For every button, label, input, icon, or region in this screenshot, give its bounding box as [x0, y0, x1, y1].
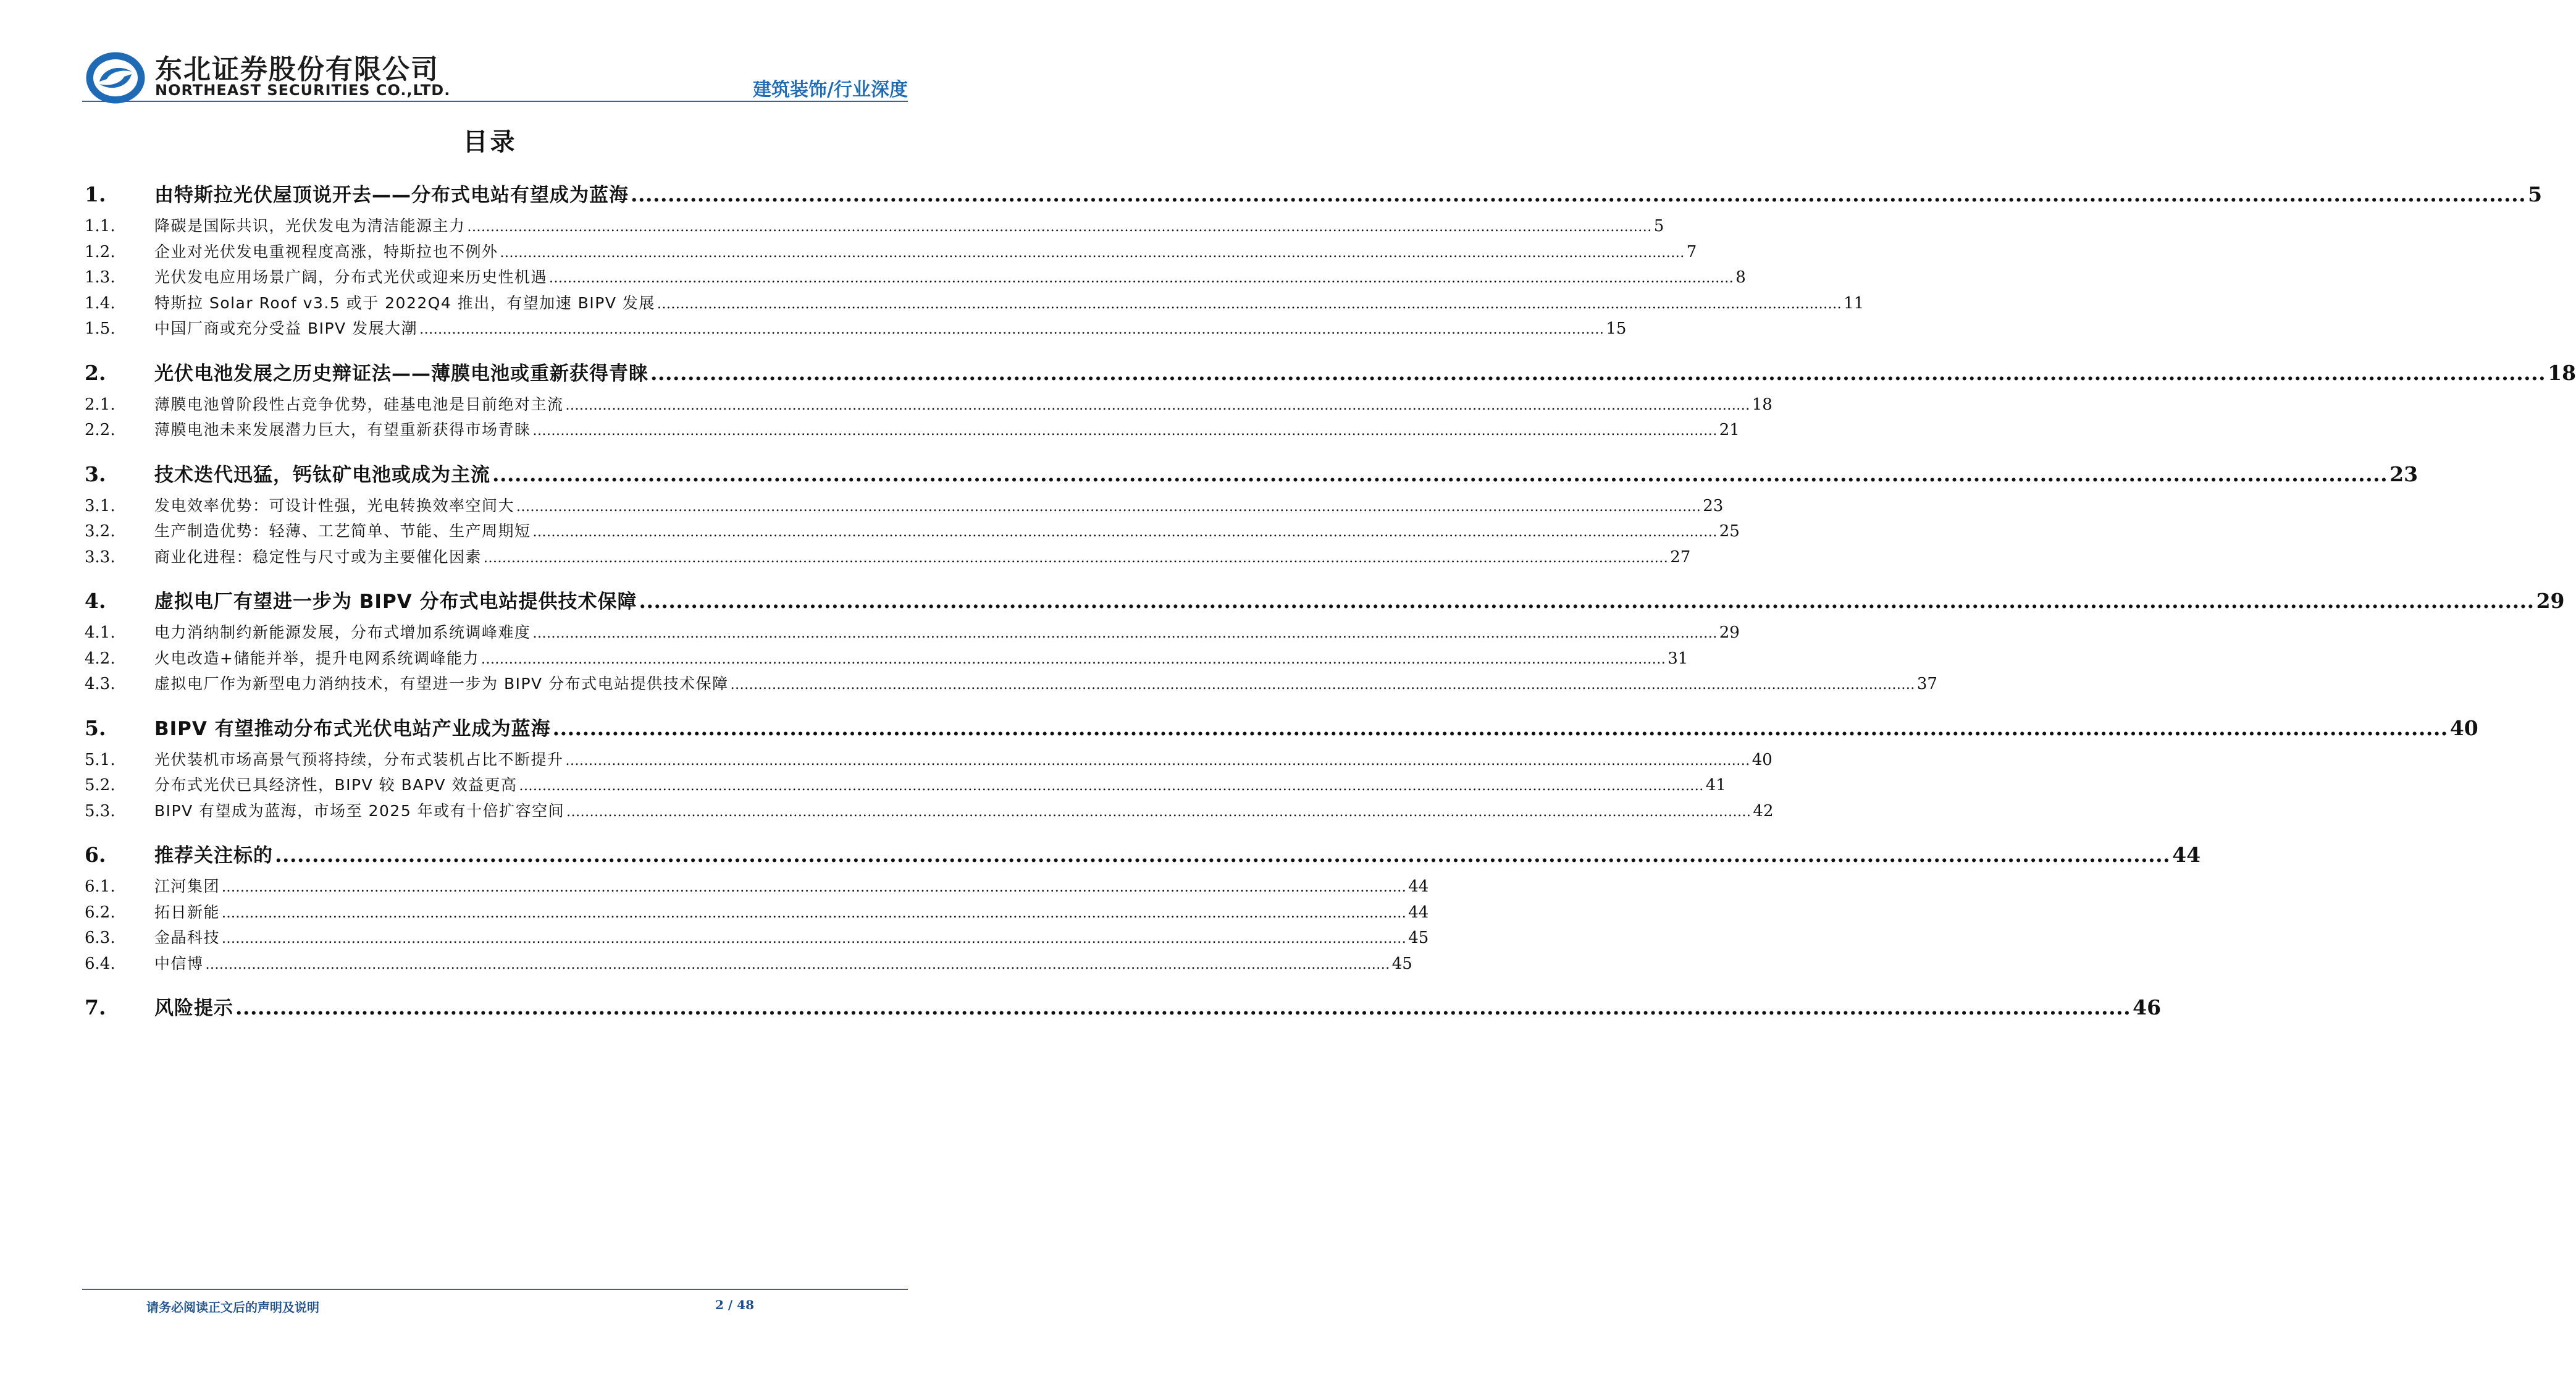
header-divider — [82, 101, 908, 102]
toc-entry-page-number: 5 — [1653, 217, 1664, 235]
toc-subsection-entry[interactable] — [85, 392, 1773, 418]
toc-entry-page-number: 42 — [1753, 801, 1774, 820]
toc-entry-title: 推荐关注标的 — [154, 845, 273, 867]
toc-dot-leader — [639, 582, 2534, 620]
toc-dot-leader — [553, 709, 2448, 747]
footer-disclaimer-note: 请务必阅读正文后的声明及说明 — [146, 1300, 319, 1315]
page-header — [82, 43, 908, 105]
toc-entry-number: 2.1. — [85, 395, 115, 414]
toc-entry-title: 降碳是国际共识，光伏发电为清洁能源主力 — [154, 217, 466, 235]
toc-entry-title: 光伏电池发展之历史辩证法——薄膜电池或重新获得青睐 — [154, 362, 648, 385]
toc-entry-number: 5.2. — [85, 776, 115, 795]
toc-dot-leader — [650, 354, 2546, 392]
toc-entry-title: BIPV 有望推动分布式光伏电站产业成为蓝海 — [154, 717, 551, 740]
toc-entry-number: 3.1. — [85, 496, 115, 515]
toc-entry-title: 江河集团 — [154, 877, 220, 895]
toc-subsection-entry[interactable] — [85, 874, 1429, 900]
toc-subsection-entry[interactable] — [85, 798, 1774, 824]
toc-entry-title: 由特斯拉光伏屋顶说开去——分布式电站有望成为蓝海 — [154, 184, 629, 206]
toc-subsection-entry[interactable] — [85, 620, 1740, 646]
toc-dot-leader — [566, 393, 1750, 419]
toc-entry-number: 2.2. — [85, 421, 115, 439]
toc-dot-leader — [657, 292, 1842, 318]
toc-entry-number: 1. — [85, 182, 106, 206]
toc-subsection-entry[interactable] — [85, 316, 1627, 342]
toc-dot-leader — [468, 214, 1652, 240]
toc-entry-number: 2. — [85, 360, 106, 385]
toc-entry-page-number: 44 — [1408, 903, 1429, 922]
toc-entry-page-number: 8 — [1735, 268, 1746, 287]
toc-entry-number: 4.2. — [85, 649, 115, 668]
toc-entry-title: 风险提示 — [154, 997, 233, 1019]
toc-subsection-entry[interactable] — [85, 747, 1773, 773]
toc-section-entry[interactable] — [85, 989, 2162, 1026]
toc-entry-page-number: 40 — [2449, 715, 2478, 740]
toc-entry-page-number: 25 — [1719, 522, 1740, 541]
toc-entry-title: 光伏发电应用场景广阔，分布式光伏或迎来历史性机遇 — [154, 268, 548, 286]
toc-entry-page-number: 18 — [2548, 360, 2576, 385]
toc-entry-page-number: 29 — [2536, 589, 2565, 613]
toc-dot-leader — [549, 266, 1734, 292]
toc-dot-leader — [500, 240, 1685, 266]
company-name-en: NORTHEAST SECURITIES CO.,LTD. — [155, 82, 451, 99]
toc-subsection-entry[interactable] — [85, 544, 1691, 570]
toc-entry-title: 火电改造+储能并举，提升电网系统调峰能力 — [154, 649, 479, 667]
toc-entry-number: 4. — [85, 589, 106, 613]
toc-entry-page-number: 45 — [1391, 954, 1412, 973]
report-category-tag: 建筑装饰/行业深度 — [753, 79, 908, 101]
toc-entry-page-number: 18 — [1752, 395, 1773, 414]
toc-section-entry[interactable] — [85, 709, 2478, 747]
toc-subsection-entry[interactable] — [85, 951, 1412, 977]
toc-subsection-entry[interactable] — [85, 417, 1740, 443]
toc-entry-title: 光伏装机市场高景气预将持续，分布式装机占比不断提升 — [154, 750, 564, 769]
toc-entry-number: 5.1. — [85, 750, 115, 769]
table-of-contents — [85, 175, 2576, 1026]
toc-entry-number: 6.4. — [85, 954, 115, 973]
toc-entry-page-number: 11 — [1844, 293, 1865, 313]
toc-entry-title: 中国厂商或充分受益 BIPV 发展大潮 — [154, 319, 418, 337]
toc-subsection-entry[interactable] — [85, 493, 1724, 519]
toc-entry-number: 6.1. — [85, 877, 115, 896]
toc-subsection-entry[interactable] — [85, 646, 1689, 672]
toc-entry-title: 特斯拉 Solar Roof v3.5 或于 2022Q4 推出，有望加速 BIPV 发展 — [154, 293, 655, 312]
toc-dot-leader — [481, 647, 1666, 673]
toc-entry-page-number: 37 — [1916, 675, 1937, 693]
toc-dot-leader — [492, 455, 2388, 493]
toc-subsection-entry[interactable] — [85, 671, 1937, 697]
toc-entry-number: 6. — [85, 843, 106, 867]
toc-dot-leader — [519, 774, 1703, 799]
toc-entry-page-number: 44 — [2172, 843, 2201, 867]
toc-dot-leader — [631, 175, 2526, 213]
toc-dot-leader — [516, 494, 1701, 520]
toc-entry-title: 技术迭代迅猛，钙钛矿电池或成为主流 — [154, 463, 490, 486]
toc-dot-leader — [533, 418, 1718, 444]
toc-entry-title: 薄膜电池未来发展潜力巨大，有望重新获得市场青睐 — [154, 421, 531, 439]
toc-entry-title: 企业对光伏发电重视程度高涨，特斯拉也不例外 — [154, 242, 498, 261]
toc-subsection-entry[interactable] — [85, 239, 1697, 265]
toc-entry-number: 3.2. — [85, 522, 115, 541]
toc-dot-leader — [206, 952, 1390, 978]
toc-entry-page-number: 5 — [2528, 182, 2543, 206]
toc-entry-title: 薄膜电池曾阶段性占竞争优势，硅基电池是目前绝对主流 — [154, 395, 564, 413]
toc-entry-page-number: 7 — [1686, 242, 1697, 261]
toc-entry-number: 1.2. — [85, 242, 115, 261]
company-name-cn: 东北证券股份有限公司 — [155, 54, 439, 85]
toc-entry-page-number: 21 — [1719, 421, 1740, 439]
footer-page-number: 2 / 48 — [715, 1297, 754, 1312]
toc-entry-number: 1.4. — [85, 293, 115, 313]
toc-entry-title: 分布式光伏已具经济性，BIPV 较 BAPV 效益更高 — [154, 776, 518, 794]
toc-entry-number: 5.3. — [85, 801, 115, 820]
toc-entry-title: 发电效率优势：可设计性强，光电转换效率空间大 — [154, 496, 515, 515]
toc-entry-number: 6.3. — [85, 929, 115, 947]
toc-dot-leader — [731, 672, 1915, 698]
toc-subsection-entry[interactable] — [85, 772, 1726, 798]
toc-entry-number: 1.1. — [85, 217, 115, 235]
toc-dot-leader — [222, 875, 1406, 901]
toc-subsection-entry[interactable] — [85, 264, 1746, 290]
toc-subsection-entry[interactable] — [85, 518, 1740, 544]
toc-entry-number: 5. — [85, 715, 106, 740]
toc-entry-page-number: 23 — [2389, 462, 2419, 486]
toc-dot-leader — [235, 989, 2131, 1026]
toc-entry-page-number: 46 — [2133, 995, 2162, 1019]
toc-section-entry[interactable] — [85, 836, 2201, 874]
toc-dot-leader — [275, 836, 2170, 874]
toc-dot-leader — [566, 748, 1750, 774]
toc-dot-leader — [222, 926, 1406, 952]
toc-dot-leader — [566, 799, 1751, 825]
toc-entry-number: 4.3. — [85, 675, 115, 693]
toc-entry-title: 商业化进程：稳定性与尺寸或为主要催化因素 — [154, 547, 482, 566]
toc-entry-number: 1.5. — [85, 319, 115, 338]
toc-dot-leader — [222, 901, 1406, 927]
toc-dot-leader — [419, 317, 1604, 343]
toc-entry-page-number: 44 — [1408, 877, 1429, 896]
toc-subsection-entry[interactable] — [85, 900, 1429, 925]
toc-entry-number: 6.2. — [85, 903, 115, 922]
northeast-securities-logo-icon — [85, 47, 146, 109]
toc-entry-title: 金晶科技 — [154, 929, 220, 946]
toc-entry-number: 7. — [85, 995, 106, 1019]
toc-entry-page-number: 41 — [1705, 776, 1726, 795]
toc-entry-title: 虚拟电厂作为新型电力消纳技术，有望进一步为 BIPV 分布式电站提供技术保障 — [154, 675, 729, 693]
toc-entry-title: 虚拟电厂有望进一步为 BIPV 分布式电站提供技术保障 — [154, 591, 637, 613]
footer-divider — [82, 1289, 908, 1290]
toc-dot-leader — [533, 520, 1718, 546]
toc-entry-number: 1.3. — [85, 268, 115, 287]
toc-entry-title: BIPV 有望成为蓝海，市场至 2025 年或有十倍扩容空间 — [154, 801, 565, 820]
toc-entry-number: 4.1. — [85, 623, 115, 642]
toc-entry-page-number: 31 — [1668, 649, 1689, 668]
toc-section-entry[interactable] — [85, 455, 2419, 493]
toc-entry-title: 电力消纳制约新能源发展，分布式增加系统调峰难度 — [154, 623, 531, 641]
toc-entry-page-number: 40 — [1752, 750, 1773, 769]
toc-entry-title: 生产制造优势：轻薄、工艺简单、节能、生产周期短 — [154, 522, 531, 540]
toc-subsection-entry[interactable] — [85, 925, 1429, 951]
toc-entry-page-number: 15 — [1606, 319, 1627, 338]
toc-dot-leader — [484, 546, 1668, 571]
toc-dot-leader — [533, 621, 1718, 647]
toc-section-entry[interactable] — [85, 175, 2543, 213]
toc-entry-page-number: 27 — [1670, 547, 1691, 567]
page-title: 目录 — [463, 128, 518, 156]
toc-entry-number: 3. — [85, 462, 106, 486]
toc-entry-page-number: 45 — [1408, 929, 1429, 947]
toc-entry-title: 拓日新能 — [154, 903, 220, 921]
toc-subsection-entry[interactable] — [85, 290, 1865, 316]
toc-entry-page-number: 23 — [1703, 496, 1724, 515]
toc-subsection-entry[interactable] — [85, 213, 1664, 239]
toc-section-entry[interactable] — [85, 582, 2565, 620]
toc-entry-number: 3.3. — [85, 547, 115, 567]
toc-section-entry[interactable] — [85, 354, 2576, 392]
toc-entry-title: 中信博 — [154, 954, 204, 972]
toc-entry-page-number: 29 — [1719, 623, 1740, 642]
